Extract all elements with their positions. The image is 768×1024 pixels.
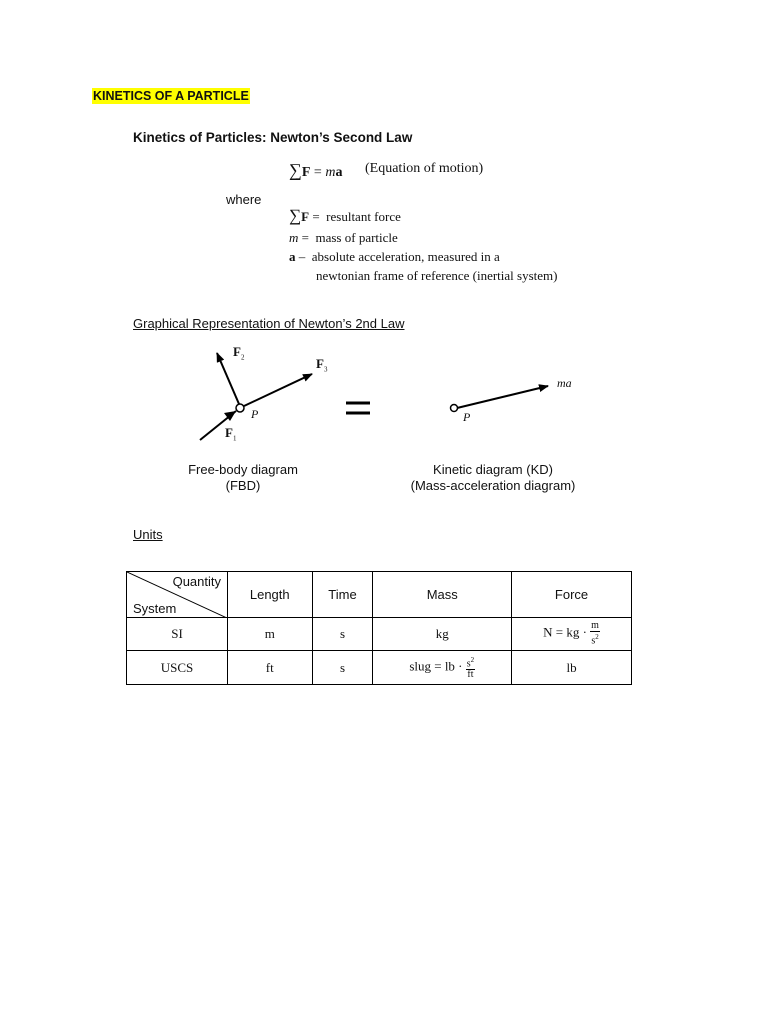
- document-title: KINETICS OF A PARTICLE: [93, 89, 249, 103]
- row-si-mass: kg: [373, 618, 512, 651]
- col-force: Force: [512, 572, 632, 618]
- col-mass: Mass: [373, 572, 512, 618]
- table-row: [127, 651, 632, 685]
- units-table: [126, 571, 632, 685]
- row-uscs-mass: slug = lb · $\frac{s^2}{ft}$: [373, 651, 512, 685]
- corner-system: System: [133, 601, 177, 616]
- force-f3-arrow: [244, 374, 312, 406]
- row-si-length: m: [228, 618, 313, 651]
- label-ma: ma: [557, 376, 572, 390]
- row-uscs-system: USCS: [127, 651, 228, 685]
- row-uscs-time: s: [312, 651, 373, 685]
- fbd-caption: Free-body diagram (FBD): [188, 462, 298, 493]
- row-si-system: SI: [127, 618, 228, 651]
- row-si-time: s: [312, 618, 373, 651]
- label-f2: $F_2$: [233, 344, 245, 362]
- newton-second-law-heading: Kinetics of Particles: Newton’s Second Law: [133, 130, 413, 145]
- label-f1: $F_1$: [225, 425, 237, 443]
- definition-acceleration-cont: newtonian frame of reference (inertial system): [316, 268, 558, 283]
- row-uscs-length: ft: [228, 651, 313, 685]
- kinetic-diagram: [451, 386, 549, 412]
- particle-p-kd: [451, 405, 458, 412]
- ma-arrow: [457, 386, 548, 408]
- corner-quantity: Quantity: [172, 574, 221, 589]
- graphical-representation-heading: Graphical Representation of Newton’s 2nd Law: [133, 316, 405, 331]
- where-label: where: [226, 192, 262, 207]
- equals-sign: [346, 403, 370, 413]
- definition-acceleration: a – absolute acceleration, measured in a: [289, 249, 500, 264]
- col-length: Length: [228, 572, 313, 618]
- row-si-force: N = kg · $\frac{m}{s^2}$: [512, 618, 632, 651]
- row-uscs-force: lb: [512, 651, 632, 685]
- label-f3: $F_3$: [316, 356, 328, 374]
- equation-note: (Equation of motion): [365, 161, 484, 176]
- units-heading: Units: [133, 527, 163, 542]
- definition-mass: m = mass of particle: [289, 230, 398, 245]
- free-body-diagram: [200, 353, 312, 440]
- equation-of-motion: ∑F = ma: [289, 160, 343, 180]
- table-row: [127, 618, 632, 651]
- col-time: Time: [312, 572, 373, 618]
- label-p-kd: P: [463, 410, 471, 424]
- definition-resultant-force: ∑F = resultant force: [289, 206, 401, 225]
- label-p-fbd: P: [251, 407, 259, 421]
- corner-cell: [127, 572, 228, 618]
- particle-p-fbd: [236, 404, 244, 412]
- kd-caption: Kinetic diagram (KD) (Mass-acceleration diagram): [410, 462, 576, 493]
